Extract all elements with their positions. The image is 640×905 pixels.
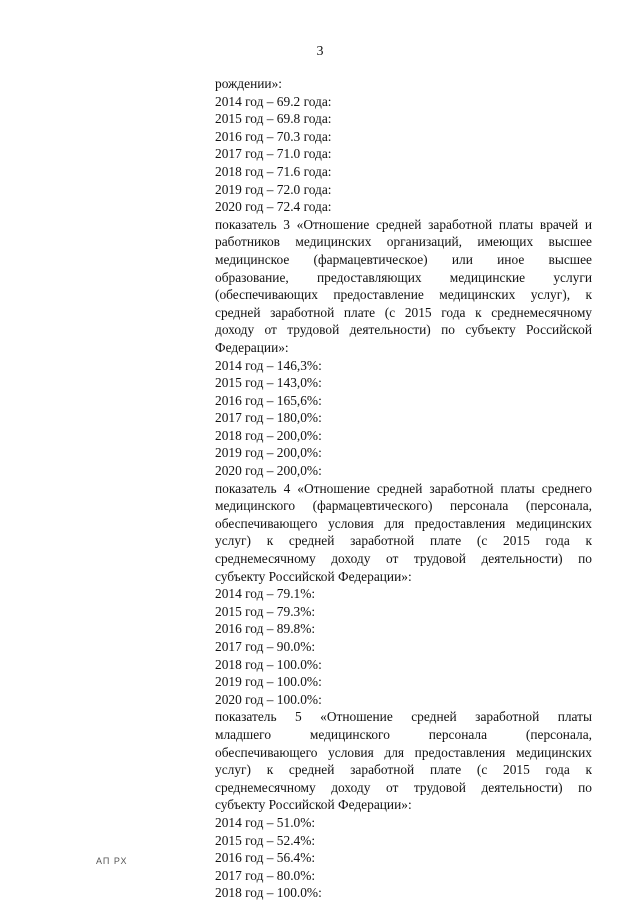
value-line: 2018 год – 71.6 года:	[215, 163, 332, 179]
value-line: 2015 год – 52.4%:	[215, 832, 316, 848]
value-line: 2016 год – 56.4%:	[215, 850, 316, 866]
value-line: 2014 год – 79.1%:	[215, 586, 316, 602]
paragraph-line: образование, предоставляющих медицинские услуги	[215, 269, 592, 285]
value-line: 2018 год – 200,0%:	[215, 427, 322, 443]
paragraph-line: работников медицинских организаций, имеющих высшее	[215, 234, 592, 250]
paragraph-line: показатель 5 «Отношение средней заработной платы	[215, 709, 592, 725]
paragraph-line: показатель 4 «Отношение средней заработной платы среднего	[215, 480, 592, 496]
indicator-4-paragraph	[215, 480, 592, 586]
paragraph-line: услуг) к средней заработной плате (с 2015 года к	[215, 762, 592, 778]
value-line: 2016 год – 70.3 года:	[215, 128, 332, 144]
paragraph-line: услуг) к средней заработной плате (с 2015 года к	[215, 533, 592, 549]
paragraph-line: Федерации»:	[215, 339, 289, 355]
value-line: 2020 год – 72.4 года:	[215, 199, 332, 215]
paragraph-line: среднемесячному доходу от трудовой деятельности) по	[215, 779, 592, 795]
paragraph-line: медицинского (фармацевтического) персонала (персонала,	[215, 498, 592, 514]
value-line: 2017 год – 80.0%:	[215, 867, 316, 883]
indicator-5-paragraph	[215, 708, 592, 814]
indicator-5-values	[215, 814, 592, 902]
paragraph-line: показатель 3 «Отношение средней заработной платы врачей и	[215, 216, 592, 232]
paragraph-line: доходу от трудовой деятельности) по субъекту Российской	[215, 322, 592, 338]
page-number: 3	[316, 44, 324, 59]
paragraph-line: среднемесячному доходу от трудовой деятельности) по	[215, 551, 592, 567]
value-line: 2014 год – 146,3%:	[215, 357, 322, 373]
indicator-3-values	[215, 357, 592, 480]
paragraph-line: младшего медицинского персонала (персонала,	[215, 726, 592, 742]
indicator-2-values	[215, 75, 592, 216]
value-line: 2019 год – 72.0 года:	[215, 181, 332, 197]
paragraph-line: медицинское (фармацевтическое) или иное высшее	[215, 251, 592, 267]
value-line: 2016 год – 89.8%:	[215, 621, 316, 637]
document-body	[215, 75, 592, 902]
value-line: 2019 год – 100.0%:	[215, 674, 322, 690]
value-line: 2016 год – 165,6%:	[215, 392, 322, 408]
value-line: 2015 год – 79.3%:	[215, 603, 316, 619]
value-line: 2017 год – 180,0%:	[215, 410, 322, 426]
paragraph-line: (обеспечивающих предоставление медицинских услуг), к	[215, 287, 592, 303]
value-line: 2015 год – 69.8 года:	[215, 111, 332, 127]
value-line: 2018 год – 100.0%:	[215, 885, 322, 901]
paragraph-line: средней заработной плате (с 2015 года к среднемесячному	[215, 304, 592, 320]
value-line: 2014 год – 51.0%:	[215, 814, 316, 830]
value-line: 2017 год – 90.0%:	[215, 639, 316, 654]
value-line: 2018 год – 100.0%:	[215, 656, 322, 672]
paragraph-line: субъекту Российской Федерации»:	[215, 568, 412, 584]
value-line: 2020 год – 100.0%:	[215, 691, 322, 707]
value-line: 2014 год – 69.2 года:	[215, 93, 332, 109]
indicator-3-paragraph	[215, 216, 592, 357]
footer-code: АП РХ	[96, 856, 128, 866]
indicator-4-values	[215, 585, 592, 708]
paragraph-line: субъекту Российской Федерации»:	[215, 797, 412, 813]
paragraph-line: обеспечивающего условия для предоставления медицинских	[215, 515, 592, 531]
value-line: 2015 год – 143,0%:	[215, 375, 322, 391]
value-line: 2017 год – 71.0 года:	[215, 146, 332, 162]
text-line: рождении»:	[215, 76, 282, 91]
value-line: 2019 год – 200,0%:	[215, 445, 322, 461]
value-line: 2020 год – 200,0%:	[215, 463, 322, 479]
paragraph-line: обеспечивающего условия для предоставления медицинских	[215, 744, 592, 760]
